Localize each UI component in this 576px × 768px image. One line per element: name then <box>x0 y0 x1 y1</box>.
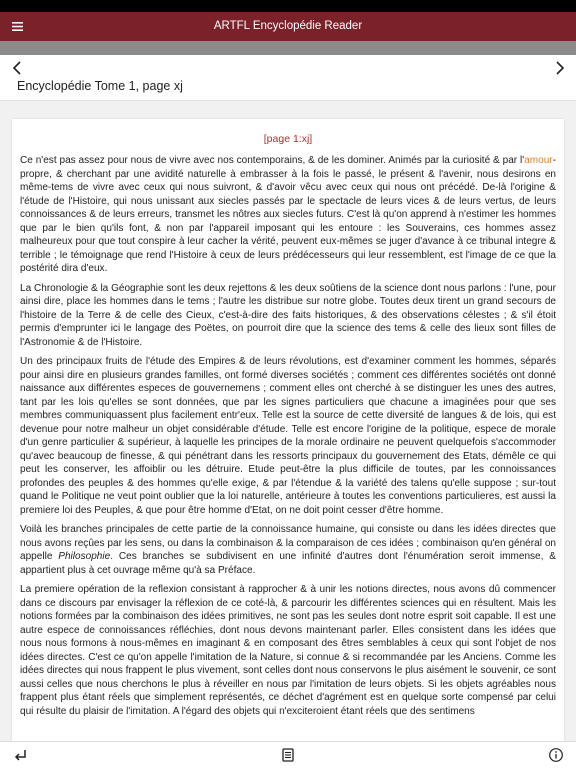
chevron-left-icon[interactable] <box>9 59 27 77</box>
page-title: Encyclopédie Tome 1, page xj <box>17 79 183 93</box>
page-navigation-bar <box>0 55 576 101</box>
return-arrow-icon[interactable] <box>12 747 28 763</box>
paragraph-4-rest: . Ces branches se subdivisent en une infinité d'autres dont l'énumération seroit immense, & appartient plus à cet ouvrage même qu'à sa Préface. <box>20 551 556 576</box>
paragraph-1-start: Ce n'est pas assez pour nous de vivre avec nos contemporains, & de les dominer. Animés par la curiosité & par l' <box>20 155 525 166</box>
article-text-card <box>12 119 564 741</box>
chevron-right-icon[interactable] <box>550 59 568 77</box>
app-bar <box>0 12 576 41</box>
paragraph-1 <box>20 154 556 276</box>
notes-icon[interactable] <box>280 747 296 763</box>
toolbar-band <box>0 41 576 55</box>
page-marker: [page 1:xj] <box>263 133 313 145</box>
reader-content-area[interactable] <box>0 101 576 741</box>
cross-reference-link[interactable]: amour <box>524 155 553 166</box>
info-icon[interactable] <box>548 747 564 763</box>
emphasized-term: Philosophie <box>58 551 111 562</box>
bottom-toolbar <box>0 741 576 768</box>
paragraph-2: La Chronologie & la Géographie sont les deux rejettons & les deux soûtiens de la science dont nous parlons : l'une, pour ainsi dire, place les hommes dans le tems ; l'autre les distribue sur notre globe. Toutes deux tirent un grand secours de l'histoire de la Terre & de celle des Cieux, c'est-à-dire des faits historiques, & des observations célestes ; & s'il étoit permis d'emprunter ici le langage des Poëtes, on pourroit dire que la science des tems & celle des lieux sont filles de l'Astronomie & de l'Histoire. <box>20 282 556 348</box>
paragraph-1-rest: -propre, & cherchant par une avidité naturelle à embrasser à la fois le passé, le présent & l'avenir, nous desirons en même-tems de vivre avec ceux qui nous suivront, & d'avoir vêcu avec ceux qui nous ont précédé. De-là l'origine & l'étude de l'Histoire, qui nous unissant aux siecles passés par le spectacle de leurs vices & de leurs vertus, de leurs connoissances & de leurs erreurs, transmet les nôtres aux siecles futurs. C'est là qu'on apprend à n'estimer les hommes que par le bien qu'ils font, & non par l'appareil imposant qui les entoure : les Souverains, ces hommes assez malheureux pour que tout conspire à leur cacher la vérité, peuvent eux-mêmes se juger d'avance à ce tribunal integre & terrible ; le témoignage que rend l'Histoire à ceux de leurs prédécesseurs qui leur ressemblent, est l'image de ce que la postérité dira d'eux. <box>20 155 556 274</box>
app-title: ARTFL Encyclopédie Reader <box>213 20 363 32</box>
paragraph-3: Un des principaux fruits de l'étude des Empires & de leurs révolutions, est d'examiner comment les hommes, séparés pour ainsi dire en plusieurs grandes familles, ont formé diverses sociétés ; comment ces différentes sociétés ont donné naissance aux différentes especes de gouvernemens ; comment elles ont cherché à se distinguer les unes des autres, tant par les lois qu'elles se sont données, que par les signes particuliers que chacune a imaginées pour que ses membres communiquassent plus facilement entr'eux. Telle est la source de cette diversité de langues & de lois, qui est devenue pour notre malheur un objet considérable d'étude. Telle est encore l'origine de la politique, espece de morale d'un genre particulier & supérieur, à laquelle les principes de la morale ordinaire ne peuvent quelquefois s'accommoder qu'avec beaucoup de finesse, & qui pénétrant dans les ressorts principaux du gouvernement des Etats, démêle ce qui peut les conserver, les affoiblir ou les détruire. Etude peut-être la plus difficile de toutes, par les connoissances profondes des peuples & des hommes qu'elle exige, & par l'étendue & la variété des talens qu'elle suppose ; sur-tout quand le Politique ne veut point oublier que la loi naturelle, antérieure à toutes les conventions particulieres, est aussi la premiere loi des Peuples, & que pour être homme d'Etat, on ne doit point cesser d'être homme. <box>20 356 556 516</box>
paragraph-4 <box>20 523 556 577</box>
paragraph-4-start: Voilà les branches principales de cette partie de la connoissance humaine, qui consiste ou dans les idées directes que nous avons reçûes par les sens, ou dans la combinaison & la comparaison de ces idées ; combinaison qu'en général on appelle <box>20 524 556 562</box>
status-bar <box>0 0 576 12</box>
paragraph-5: La premiere opération de la reflexion consistant à rapprocher & à unir les notions directes, nous avons dû commencer dans ce discours par envisager la réflexion de ce coté-là, & parcourir les différentes sciences qui en résultent. Mais les notions formées par la combinaison des idées primitives, ne sont pas les seules dont notre esprit soit capable. Il est une autre espece de connoissances réfléchies, dont nous devons maintenant parler. Elles consistent dans les idées que nous nous formons à nous-mêmes en imaginant & en composant des êtres semblables à ceux qui sont l'objet de nos idées directes. C'est ce qu'on appelle l'imitation de la Nature, si connue & si recommandée par les Anciens. Comme les idées directes qui nous frappent le plus vivement, sont celles dont nous conservons le plus aisément le souvenir, ce sont aussi celles que nous cherchons le plus à réveiller en nous par l'imitation de leurs objets. Si les objets agréables nous frappent plus étant réels que simplement représentés, ce déchet d'agrément est en quelque sorte compensé par celui qui résulte du plaisir de l'imitation. A l'égard des objets qui n'exciteroient étant réels que des sentimens <box>20 584 556 717</box>
